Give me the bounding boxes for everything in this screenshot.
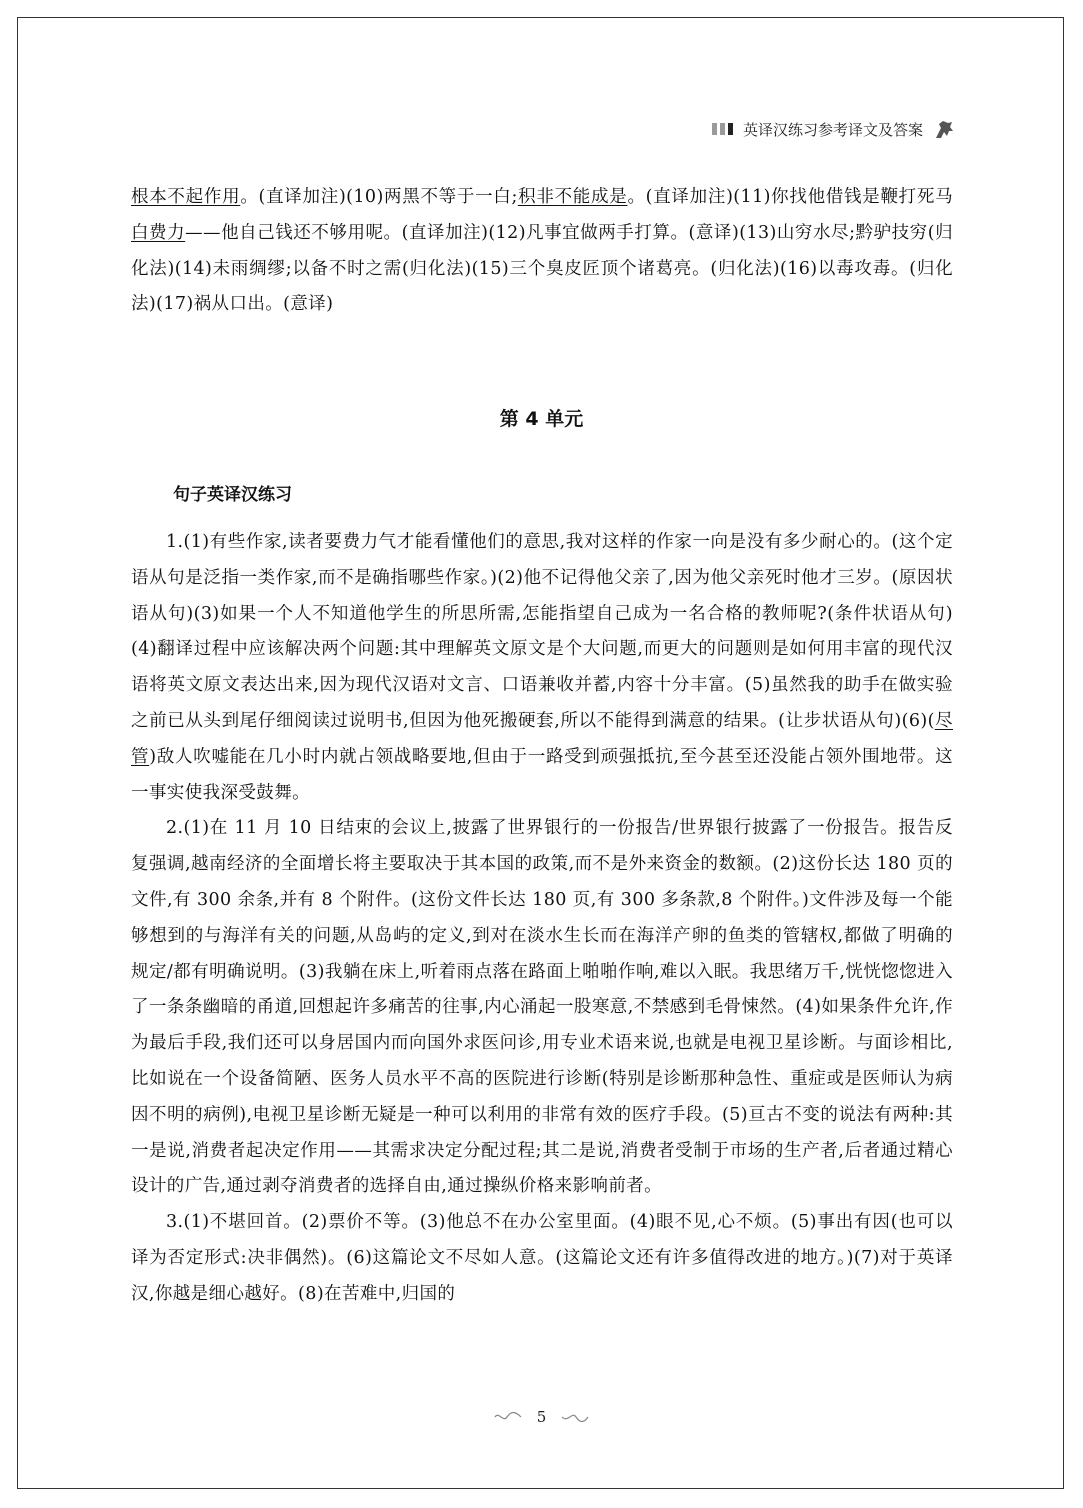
page-footer — [0, 1408, 1083, 1426]
underlined-phrase: 白费力 — [131, 222, 186, 243]
text-segment: 。(直译加注)(11)你找他借钱是鞭打死马 — [627, 187, 953, 207]
right-flourish-icon — [560, 1411, 590, 1423]
page-number: 5 — [536, 1408, 547, 1426]
unit-title: 第 4 单元 — [499, 408, 584, 430]
answers-block — [131, 525, 953, 1313]
text-segment: 。(直译加注)(10)两黑不等于一白; — [240, 187, 518, 207]
answer-2: 2.(1)在 11 月 10 日结束的会议上,披露了世界银行的一份报告/世界银行披露了一份报告。报告反复强调,越南经济的全面增长将主要取决于其本国的政策,而不是外来资金的数额。(2)这份长达 180 页的文件,有 300 余条,并有 8 个附件。(这份文件长达 180 页,有 300 多条款,8 个附件。)文件涉及每一个能够想到的与海洋有关的问题,从岛屿的定义,到对在淡水生长而在海洋产卵的鱼类的管辖权,都做了明确的规定/都有明确说明。(3)我躺在床上,听着雨点落在路面上啪啪作响,难以入眠。我思绪万千,恍恍惚惚进入了一条条幽暗的甬道,回想起许多痛苦的往事,内心涌起一股寒意,不禁感到毛骨悚然。(4)如果条件允许,作为最后手段,我们还可以身居国内而向国外求医问诊,用专业术语来说,也就是电视卫星诊断。与面诊相比,比如说在一个设备简陋、医务人员水平不高的医院进行诊断(特别是诊断那种急性、重症或是医师认为病因不明的病例),电视卫星诊断无疑是一种可以利用的非常有效的医疗手段。(5)亘古不变的说法有两种:其一是说,消费者起决定作用——其需求决定分配过程;其二是说,消费者受制于市场的生产者,后者通过精心设计的广告,通过剥夺消费者的选择自由,通过操纵价格来影响前者。 — [131, 818, 953, 1197]
header-bars-icon — [712, 123, 733, 135]
underlined-phrase: 根本不起作用 — [131, 187, 241, 207]
section-title: 句子英译汉练习 — [173, 485, 292, 505]
left-flourish-icon — [493, 1411, 523, 1423]
answer-3: 3.(1)不堪回首。(2)票价不等。(3)他总不在办公室里面。(4)眼不见,心不烦。(5)事出有因(也可以译为否定形式:决非偶然)。(6)这篇论文不尽如人意。(这篇论文还有许多值得改进的地方。)(7)对于英译汉,你越是细心越好。(8)在苦难中,归国的 — [131, 1212, 953, 1304]
text-segment: 1.(1)有些作家,读者要费力气才能看懂他们的意思,我对这样的作家一向是没有多少耐心的。(这个定语从句是泛指一类作家,而不是确指哪些作家。)(2)他不记得他父亲了,因为他父亲死时他才三岁。(原因状语从句)(3)如果一个人不知道他学生的所思所需,怎能指望自己成为一名合格的教师呢?(条件状语从句)(4)翻译过程中应该解决两个问题:其中理解英文原文是个大问题,而更大的问题则是如何用丰富的现代汉语将英文原文表达出来,因为现代汉语对文言、口语兼收并蓄,内容十分丰富。(5)虽然我的助手在做实验之前已从头到尾仔细阅读过说明书,但因为他死搬硬套,所以不能得到满意的结果。(让步状语从句)(6)( — [131, 532, 953, 731]
running-header — [712, 118, 955, 140]
horse-icon — [933, 118, 955, 140]
underlined-phrase: 积非不能成是 — [517, 187, 628, 207]
header-title: 英译汉练习参考译文及答案 — [742, 120, 923, 139]
text-segment: ——他自己钱还不够用呢。(直译加注)(12)凡事宜做两手打算。(意译)(13)山穷水尽;黔驴技穷(归化法)(14)未雨绸缪;以备不时之需(归化法)(15)三个臭皮匠顶个诸葛亮。(归化法)(16)以毒攻毒。(归化法)(17)祸从口出。(意译) — [131, 222, 953, 315]
answer-1 — [131, 525, 953, 811]
underlined-phrase: 尽管 — [131, 710, 953, 767]
continuation-paragraph — [131, 180, 953, 323]
text-segment: )敌人吹嘘能在几小时内就占领战略要地,但由于一路受到顽强抵抗,至今甚至还没能占领外围地带。这一事实使我深受鼓舞。 — [131, 746, 953, 803]
